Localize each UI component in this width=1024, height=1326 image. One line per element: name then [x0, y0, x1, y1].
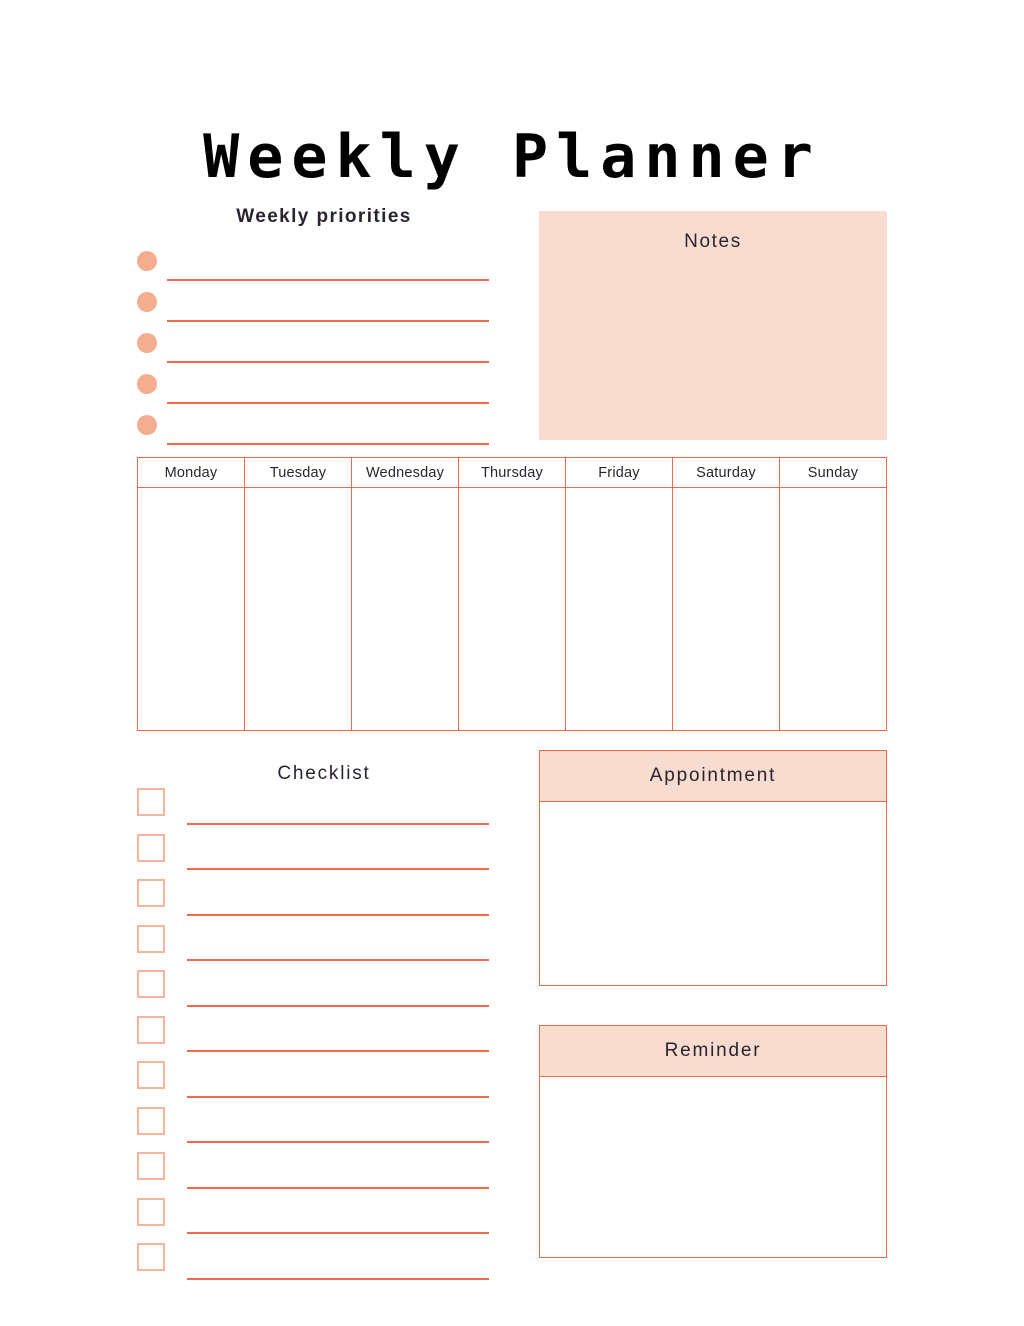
checklist-rows	[137, 760, 489, 1288]
checklist-row	[137, 1197, 489, 1243]
day-column-cell[interactable]	[673, 488, 780, 730]
reminder-heading: Reminder	[664, 1040, 762, 1061]
reminder-box	[539, 1025, 887, 1258]
checkbox[interactable]	[137, 788, 165, 816]
checklist-row	[137, 1015, 489, 1061]
checklist-write-line[interactable]	[187, 868, 489, 870]
checklist-write-line[interactable]	[187, 1005, 489, 1007]
checkbox[interactable]	[137, 1198, 165, 1226]
day-column-cell[interactable]	[459, 488, 566, 730]
weekly-priorities-heading: Weekly priorities	[236, 206, 412, 227]
day-column-header: Monday	[138, 458, 245, 487]
checkbox[interactable]	[137, 834, 165, 862]
checkbox[interactable]	[137, 1107, 165, 1135]
checklist-row	[137, 833, 489, 879]
day-column-header: Friday	[566, 458, 673, 487]
appointment-box	[539, 750, 887, 986]
notes-heading: Notes	[684, 231, 742, 252]
bullet-dot-icon	[137, 251, 157, 271]
checklist-heading: Checklist	[277, 763, 371, 784]
reminder-header	[540, 1026, 886, 1077]
priority-row[interactable]	[137, 289, 489, 330]
checklist-row	[137, 1060, 489, 1106]
week-table	[137, 457, 887, 731]
week-table-body-row	[138, 488, 886, 730]
priority-row[interactable]	[137, 248, 489, 289]
bullet-dot-icon	[137, 374, 157, 394]
checklist-section	[137, 760, 489, 1288]
checklist-write-line[interactable]	[187, 823, 489, 825]
checklist-write-line[interactable]	[187, 1278, 489, 1280]
bullet-dot-icon	[137, 333, 157, 353]
priority-row[interactable]	[137, 330, 489, 371]
day-column-header: Sunday	[807, 464, 859, 481]
day-column-header: Thursday	[459, 458, 566, 487]
day-column-header: Saturday	[673, 458, 780, 487]
priority-write-line[interactable]	[167, 361, 489, 363]
priority-write-line[interactable]	[167, 443, 489, 445]
priority-row[interactable]	[137, 412, 489, 453]
checklist-row	[137, 878, 489, 924]
day-column-cell[interactable]	[245, 488, 352, 730]
checkbox[interactable]	[137, 1243, 165, 1271]
checkbox[interactable]	[137, 1061, 165, 1089]
checklist-write-line[interactable]	[187, 914, 489, 916]
day-column-header: Tuesday	[245, 458, 352, 487]
priority-write-line[interactable]	[167, 279, 489, 281]
day-column-cell[interactable]	[352, 488, 459, 730]
appointment-heading: Appointment	[649, 765, 777, 786]
checklist-write-line[interactable]	[187, 959, 489, 961]
checklist-row	[137, 1106, 489, 1152]
appointment-input-area[interactable]	[540, 802, 886, 985]
checklist-row	[137, 1242, 489, 1288]
checkbox[interactable]	[137, 970, 165, 998]
checklist-write-line[interactable]	[187, 1187, 489, 1189]
weekly-priorities-section	[137, 206, 489, 453]
checklist-row	[137, 969, 489, 1015]
page-title: Weekly Planner	[203, 122, 821, 193]
checklist-write-line[interactable]	[187, 1096, 489, 1098]
checklist-row	[137, 787, 489, 833]
day-column-cell[interactable]	[566, 488, 673, 730]
bullet-dot-icon	[137, 292, 157, 312]
notes-box[interactable]	[539, 211, 887, 440]
day-column-cell[interactable]	[780, 488, 886, 730]
checkbox[interactable]	[137, 1152, 165, 1180]
priority-write-line[interactable]	[167, 402, 489, 404]
bullet-dot-icon	[137, 415, 157, 435]
day-column-cell[interactable]	[138, 488, 245, 730]
checklist-write-line[interactable]	[187, 1141, 489, 1143]
priority-write-line[interactable]	[167, 320, 489, 322]
priority-row[interactable]	[137, 371, 489, 412]
checkbox[interactable]	[137, 925, 165, 953]
appointment-header	[540, 751, 886, 802]
checklist-row	[137, 1151, 489, 1197]
reminder-input-area[interactable]	[540, 1077, 886, 1257]
weekly-priorities-list	[137, 248, 489, 453]
checklist-row	[137, 924, 489, 970]
checklist-write-line[interactable]	[187, 1050, 489, 1052]
checklist-write-line[interactable]	[187, 1232, 489, 1234]
checkbox[interactable]	[137, 879, 165, 907]
day-column-header: Wednesday	[352, 458, 459, 487]
week-table-header-row	[138, 458, 886, 488]
checkbox[interactable]	[137, 1016, 165, 1044]
